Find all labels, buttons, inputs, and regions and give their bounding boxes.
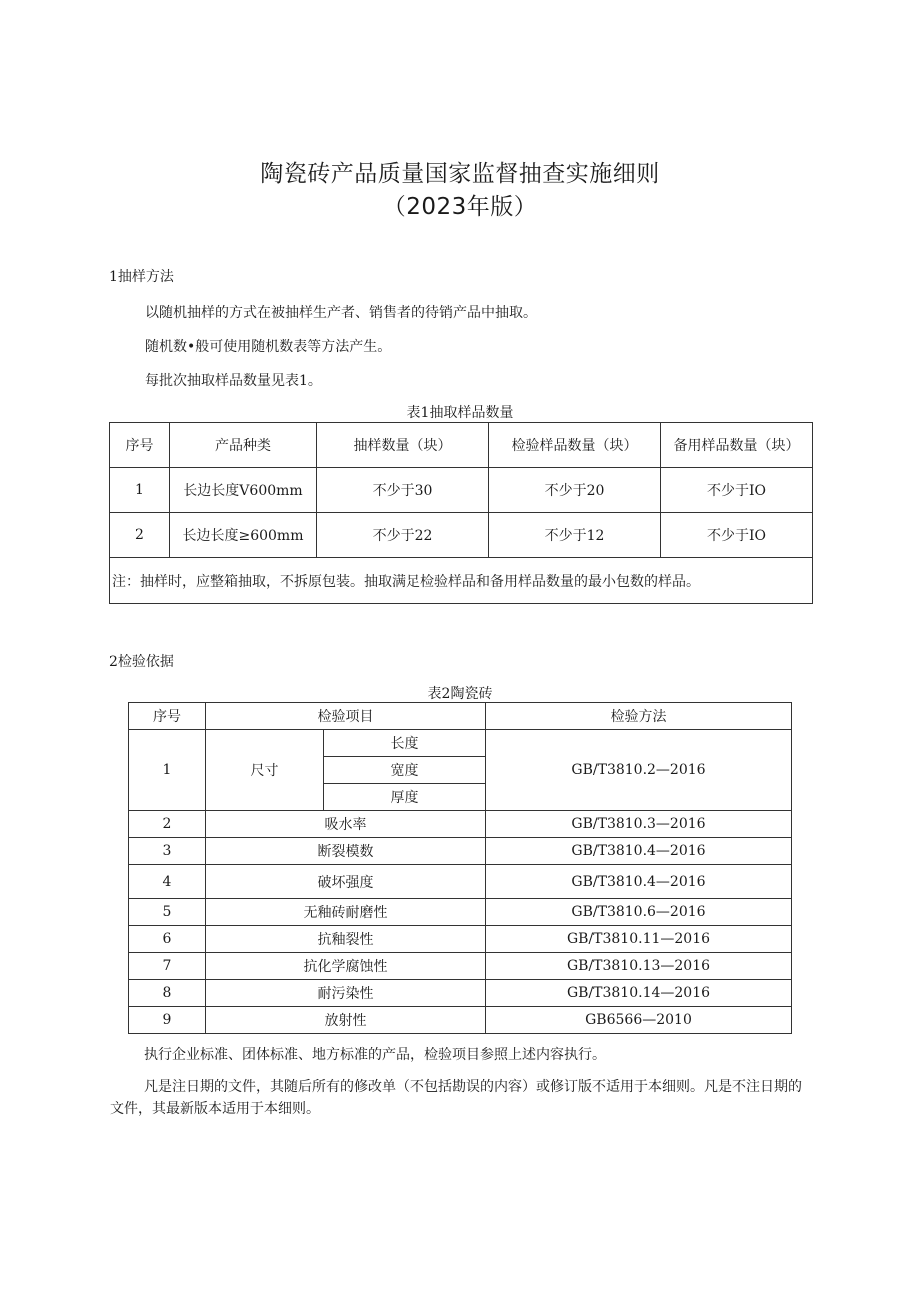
- table-1-caption: 表1抽取样品数量: [406, 405, 514, 421]
- table-cell: 1: [129, 730, 206, 811]
- table-cell: 抗化学腐蚀性: [206, 953, 486, 980]
- section-1-line-3: 每批次抽取样品数量见表1。: [145, 373, 322, 389]
- table-cell: 不少于30: [317, 468, 489, 513]
- table-row: [110, 513, 813, 558]
- header-cell: 抽样数量（块）: [317, 423, 489, 468]
- table-cell: 尺寸: [206, 730, 324, 811]
- inspection-basis-table: [128, 702, 792, 1034]
- header-cell: 序号: [110, 423, 170, 468]
- header-cell: 备用样品数量（块）: [661, 423, 813, 468]
- table-row: [129, 980, 792, 1007]
- table-cell: 破坏强度: [206, 865, 486, 899]
- table-header-row: [110, 423, 813, 468]
- table-cell: 8: [129, 980, 206, 1007]
- document-edition: （2023年版）: [382, 194, 538, 220]
- table-cell: GB/T3810.13—2016: [486, 953, 792, 980]
- table-cell: 放射性: [206, 1007, 486, 1034]
- table-cell: 长度: [324, 730, 486, 757]
- sample-quantity-table: [109, 422, 813, 604]
- table-header-row: [129, 703, 792, 730]
- table-row: [110, 468, 813, 513]
- table-cell: 无釉砖耐磨性: [206, 899, 486, 926]
- table-cell: 长边长度V600mm: [170, 468, 317, 513]
- note-paragraph-2: 凡是注日期的文件，其随后所有的修改单（不包括勘误的内容）或修订版不适用于本细则。凡是不注日期的文件，其最新版本适用于本细则。: [110, 1079, 802, 1117]
- table-cell: GB/T3810.2—2016: [486, 730, 792, 811]
- table-note-row: [110, 558, 813, 604]
- document-title: 陶瓷砖产品质量国家监督抽查实施细则: [260, 161, 660, 187]
- table-cell: 1: [110, 468, 170, 513]
- table-cell: 吸水率: [206, 811, 486, 838]
- header-cell: 检验样品数量（块）: [489, 423, 661, 468]
- table-cell: GB/T3810.4—2016: [486, 865, 792, 899]
- table-cell: 长边长度≥600mm: [170, 513, 317, 558]
- table-cell: GB/T3810.3—2016: [486, 811, 792, 838]
- table-cell: 3: [129, 838, 206, 865]
- table-cell: 不少于IO: [661, 513, 813, 558]
- table-cell: 耐污染性: [206, 980, 486, 1007]
- table-cell: 7: [129, 953, 206, 980]
- table-row: [129, 926, 792, 953]
- table-cell: 6: [129, 926, 206, 953]
- table-cell: 抗釉裂性: [206, 926, 486, 953]
- table-cell: 不少于20: [489, 468, 661, 513]
- table-cell: GB/T3810.14—2016: [486, 980, 792, 1007]
- table-cell: 2: [129, 811, 206, 838]
- table-row: [129, 865, 792, 899]
- table-cell: 9: [129, 1007, 206, 1034]
- table-cell: 4: [129, 865, 206, 899]
- table-row: [129, 953, 792, 980]
- table-row: [129, 1007, 792, 1034]
- section-2-heading: 2检验依据: [109, 654, 174, 670]
- table-2-caption: 表2陶瓷砖: [427, 686, 493, 702]
- header-cell: 序号: [129, 703, 206, 730]
- table-row: [129, 811, 792, 838]
- table-cell: 5: [129, 899, 206, 926]
- table-cell: 2: [110, 513, 170, 558]
- table-row: [129, 730, 792, 757]
- table-cell: 厚度: [324, 784, 486, 811]
- table-cell: 断裂模数: [206, 838, 486, 865]
- table-row: [129, 838, 792, 865]
- section-1-line-2: 随机数•般可使用随机数表等方法产生。: [145, 339, 392, 355]
- table-row: [129, 899, 792, 926]
- table-cell: GB/T3810.6—2016: [486, 899, 792, 926]
- table-cell: 不少于IO: [661, 468, 813, 513]
- section-1-heading: 1抽样方法: [109, 269, 174, 285]
- table-cell: 不少于22: [317, 513, 489, 558]
- header-cell: 产品种类: [170, 423, 317, 468]
- header-cell: 检验项目: [206, 703, 486, 730]
- table-note: 注：抽样时，应整箱抽取，不拆原包装。抽取满足检验样品和备用样品数量的最小包数的样品。: [110, 558, 813, 604]
- section-1-line-1: 以随机抽样的方式在被抽样生产者、销售者的待销产品中抽取。: [145, 305, 537, 321]
- table-cell: 宽度: [324, 757, 486, 784]
- header-cell: 检验方法: [486, 703, 792, 730]
- table-cell: GB/T3810.11—2016: [486, 926, 792, 953]
- table-cell: 不少于12: [489, 513, 661, 558]
- table-cell: GB/T3810.4—2016: [486, 838, 792, 865]
- table-cell: GB6566—2010: [486, 1007, 792, 1034]
- note-paragraph-1: 执行企业标准、团体标准、地方标准的产品，检验项目参照上述内容执行。: [144, 1047, 606, 1063]
